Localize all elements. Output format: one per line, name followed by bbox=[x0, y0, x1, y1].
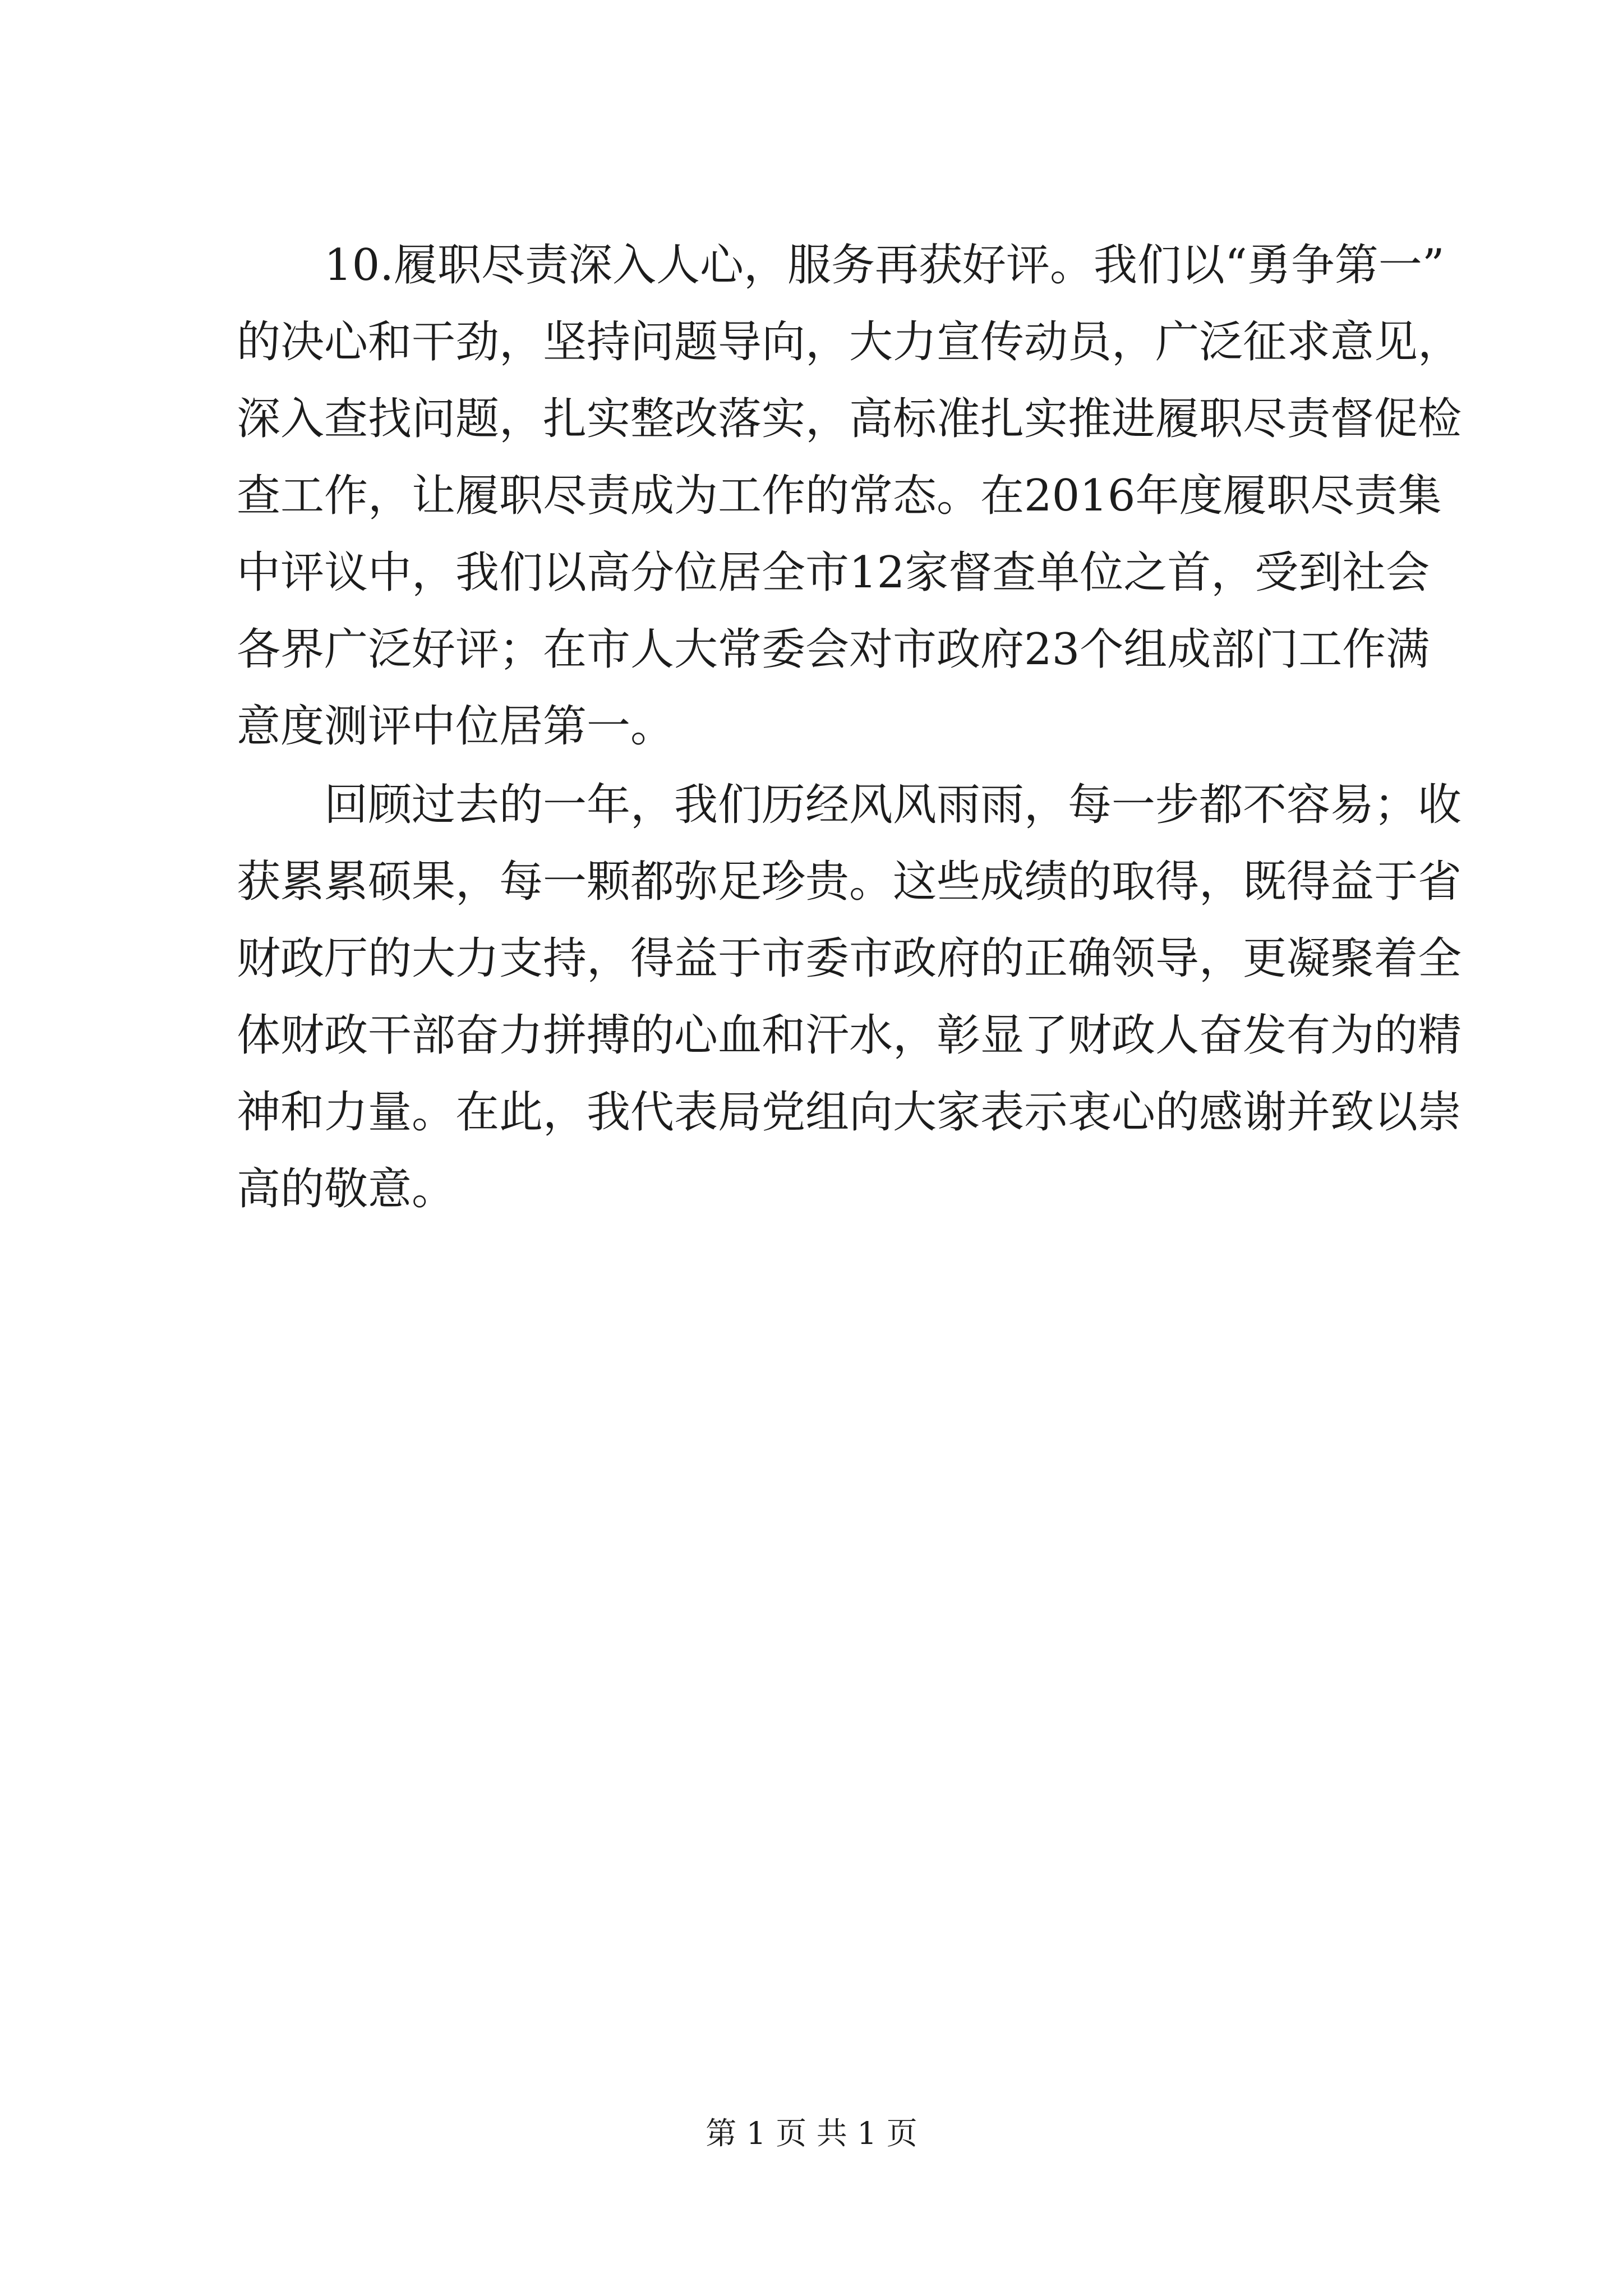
paragraph-line: 获累累硕果，每一颗都弥足珍贵。这些成绩的取得，既得益于省 bbox=[237, 857, 1462, 907]
paragraph-line: 意度测评中位居第一。 bbox=[237, 701, 675, 752]
page-footer: 第 1 页 共 1 页 bbox=[706, 2115, 917, 2151]
paragraph-line: 财政厅的大力支持，得益于市委市政府的正确领导，更凝聚着全 bbox=[237, 933, 1462, 984]
document-body bbox=[237, 227, 1462, 1228]
paragraph-line: 中评议中，我们以高分位居全市12家督查单位之首，受到社会 bbox=[237, 547, 1430, 598]
paragraph-line: 体财政干部奋力拼搏的心血和汗水，彰显了财政人奋发有为的精 bbox=[237, 1010, 1462, 1061]
paragraph-line: 各界广泛好评；在市人大常委会对市政府23个组成部门工作满 bbox=[237, 624, 1430, 675]
paragraph-line: 10.履职尽责深入人心，服务再获好评。我们以“勇争第一” bbox=[324, 240, 1445, 291]
paragraph-2 bbox=[237, 767, 1462, 1228]
paragraph-line: 神和力量。在此，我代表局党组向大家表示衷心的感谢并致以崇 bbox=[237, 1087, 1462, 1138]
paragraph-line: 深入查找问题，扎实整改落实，高标准扎实推进履职尽责督促检 bbox=[237, 394, 1462, 444]
paragraph-line: 回顾过去的一年，我们历经风风雨雨，每一步都不容易；收 bbox=[324, 780, 1462, 830]
paragraph-line: 的决心和干劲，坚持问题导向，大力宣传动员，广泛征求意见， bbox=[237, 317, 1462, 367]
paragraph-1 bbox=[237, 227, 1462, 765]
paragraph-line: 查工作，让履职尽责成为工作的常态。在2016年度履职尽责集 bbox=[237, 471, 1442, 521]
paragraph-line: 高的敬意。 bbox=[237, 1164, 456, 1214]
